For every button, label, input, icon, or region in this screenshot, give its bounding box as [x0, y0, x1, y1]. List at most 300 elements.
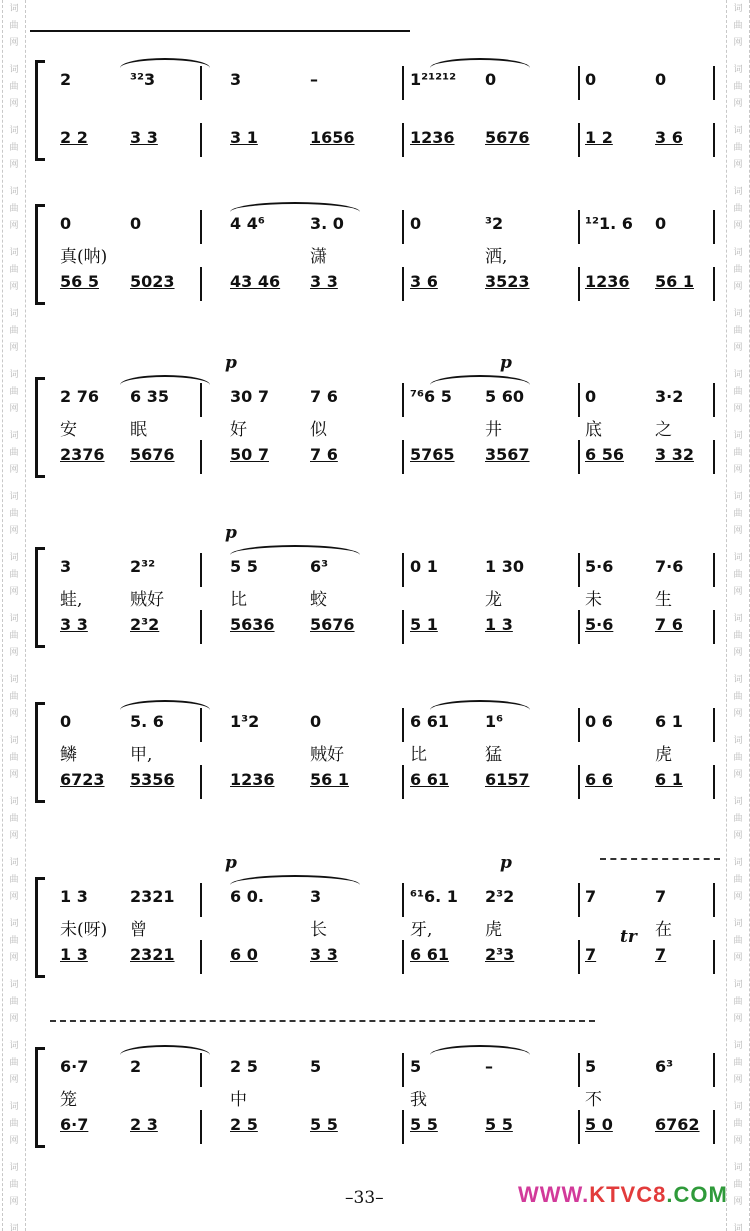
watermark-char: 词	[733, 858, 743, 868]
brace-bottom	[35, 1145, 45, 1148]
barline	[402, 66, 404, 100]
brace-top	[35, 547, 45, 550]
melody-note: 0	[655, 214, 667, 233]
watermark-char: 网	[733, 343, 743, 353]
barline	[200, 66, 202, 100]
lyric-syllable: 贼好	[130, 590, 164, 610]
watermark-char: 词	[9, 309, 19, 319]
melody-note: 1³2	[230, 712, 260, 731]
barline	[578, 440, 580, 474]
watermark-char: 曲	[9, 631, 19, 641]
barline	[402, 210, 404, 244]
melody-note: 5. 6	[130, 712, 164, 731]
watermark-char: 词	[733, 492, 743, 502]
melody-note: 6 0.	[230, 887, 264, 906]
accompaniment-note: 5676	[485, 128, 530, 147]
melody-note: 0	[60, 214, 72, 233]
accompaniment-note: 5 5	[410, 1115, 438, 1134]
barline	[200, 440, 202, 474]
lyric-syllable: 未	[585, 590, 602, 610]
watermark-char: 词	[9, 1102, 19, 1112]
watermark-char: 曲	[9, 387, 19, 397]
accompaniment-note: 5023	[130, 272, 175, 291]
watermark-char: 词	[733, 919, 743, 929]
melody-note: 0	[585, 387, 597, 406]
watermark-char: 词	[9, 370, 19, 380]
barline	[402, 765, 404, 799]
accompaniment-note: 3 1	[230, 128, 258, 147]
system-brace	[35, 547, 38, 647]
accompaniment-note: 50 7	[230, 445, 269, 464]
accompaniment-note: 1 3	[60, 945, 88, 964]
watermark-char: 词	[733, 370, 743, 380]
watermark-char: 曲	[733, 1119, 743, 1129]
melody-note: 3	[60, 557, 72, 576]
watermark-char: 词	[9, 65, 19, 75]
score-system	[30, 48, 720, 198]
barline	[200, 708, 202, 742]
accompaniment-note: 1 3	[485, 615, 513, 634]
watermark-char: 曲	[733, 997, 743, 1007]
watermark-char: 网	[733, 160, 743, 170]
barline	[578, 123, 580, 157]
right-watermark-column	[726, 0, 750, 1231]
accompaniment-note: 2 2	[60, 128, 88, 147]
watermark-char: 网	[733, 1136, 743, 1146]
watermark-char: 词	[733, 1041, 743, 1051]
accompaniment-note: 2 3	[130, 1115, 158, 1134]
melody-note: ¹²1. 6	[585, 214, 633, 233]
accompaniment-note: 5·6	[585, 615, 614, 634]
accompaniment-note: 6157	[485, 770, 530, 789]
system-brace	[35, 377, 38, 477]
lyric-syllable: 甲,	[130, 745, 153, 765]
watermark-char: 网	[9, 1075, 19, 1085]
barline	[713, 553, 715, 587]
barline	[200, 383, 202, 417]
melody-note: 2	[60, 70, 72, 89]
barline	[578, 1110, 580, 1144]
accompaniment-note: 5 5	[310, 1115, 338, 1134]
accompaniment-note: 2321	[130, 945, 175, 964]
watermark-char: 网	[9, 587, 19, 597]
melody-note: 1 3	[60, 887, 88, 906]
melody-note: 6 1	[655, 712, 683, 731]
melody-note: 7	[655, 887, 667, 906]
melody-note: 30 7	[230, 387, 269, 406]
melody-note: 5 60	[485, 387, 524, 406]
accompaniment-note: 5676	[130, 445, 175, 464]
accompaniment-note: 1 2	[585, 128, 613, 147]
lyric-syllable: 鳞	[60, 745, 77, 765]
barline	[402, 610, 404, 644]
slur-arc	[430, 375, 530, 385]
watermark-char: 曲	[9, 21, 19, 31]
barline	[200, 210, 202, 244]
watermark-char: 网	[9, 770, 19, 780]
barline	[402, 553, 404, 587]
accompaniment-note: 3 3	[310, 272, 338, 291]
barline	[402, 267, 404, 301]
watermark-char: 词	[9, 736, 19, 746]
barline	[578, 708, 580, 742]
accompaniment-note: 3 6	[410, 272, 438, 291]
watermark-char: 曲	[9, 692, 19, 702]
barline	[402, 883, 404, 917]
barline	[713, 1053, 715, 1087]
barline	[578, 267, 580, 301]
watermark-char: 词	[9, 675, 19, 685]
melody-note: –	[310, 70, 318, 89]
melody-note: 0	[585, 70, 597, 89]
accompaniment-note: 5 5	[485, 1115, 513, 1134]
watermark-char: 曲	[733, 1058, 743, 1068]
barline	[713, 883, 715, 917]
watermark-char: 网	[733, 221, 743, 231]
melody-note: ⁷⁶6 5	[410, 387, 452, 406]
slur-arc	[430, 700, 530, 710]
lyric-syllable: 未(呀)	[60, 920, 108, 940]
watermark-char: 网	[733, 38, 743, 48]
dynamic-marking: p	[225, 523, 237, 543]
watermark-char: 词	[733, 187, 743, 197]
accompaniment-note: 3 3	[60, 615, 88, 634]
lyric-syllable: 不	[585, 1090, 602, 1110]
score-system	[30, 853, 720, 1015]
dynamic-marking: p	[500, 853, 512, 873]
melody-note: 2321	[130, 887, 175, 906]
watermark-char: 词	[9, 919, 19, 929]
score-system	[30, 192, 720, 342]
barline	[200, 610, 202, 644]
barline	[402, 940, 404, 974]
melody-note: 0	[410, 214, 422, 233]
watermark-char: 网	[9, 953, 19, 963]
watermark-char: 网	[733, 282, 743, 292]
melody-note: ³2	[485, 214, 504, 233]
watermark-char: 词	[733, 553, 743, 563]
melody-note: 0 6	[585, 712, 613, 731]
watermark-char: 曲	[733, 21, 743, 31]
watermark-char: 曲	[733, 265, 743, 275]
melody-note: 0	[655, 70, 667, 89]
watermark-char: 网	[733, 1075, 743, 1085]
watermark-char: 网	[9, 38, 19, 48]
lyric-syllable: 在	[655, 920, 672, 940]
watermark-char: 词	[9, 614, 19, 624]
melody-note: 1²¹²¹²	[410, 70, 457, 89]
lyric-syllable: 牙,	[410, 920, 433, 940]
watermark-char: 词	[9, 553, 19, 563]
watermark-char: 网	[9, 160, 19, 170]
watermark-char: 网	[733, 526, 743, 536]
top-slur-line	[30, 30, 410, 32]
brace-bottom	[35, 475, 45, 478]
accompaniment-note: 56 5	[60, 272, 99, 291]
melody-note: 6 35	[130, 387, 169, 406]
barline	[713, 765, 715, 799]
watermark-char: 曲	[733, 326, 743, 336]
lyric-syllable: 潇	[310, 247, 327, 267]
barline	[713, 440, 715, 474]
watermark-char: 网	[9, 892, 19, 902]
watermark-char: 网	[733, 831, 743, 841]
watermark-char: 词	[733, 1163, 743, 1173]
brace-top	[35, 1047, 45, 1050]
melody-note: 3	[310, 887, 322, 906]
melody-note: 7·6	[655, 557, 684, 576]
watermark-char: 网	[733, 404, 743, 414]
watermark-char: 词	[733, 1224, 743, 1231]
accompaniment-note: 6 0	[230, 945, 258, 964]
melody-note: ³²3	[130, 70, 156, 89]
watermark-char: 曲	[733, 448, 743, 458]
lyric-syllable: 龙	[485, 590, 502, 610]
brace-top	[35, 877, 45, 880]
slur-arc	[230, 875, 360, 885]
barline	[713, 610, 715, 644]
accompaniment-note: 5356	[130, 770, 175, 789]
melody-note: 6³	[655, 1057, 674, 1076]
accompaniment-note: 1236	[410, 128, 455, 147]
lyric-syllable: 之	[655, 420, 672, 440]
watermark-char: 网	[9, 648, 19, 658]
accompaniment-note: 3 32	[655, 445, 694, 464]
accompaniment-note: 7 6	[310, 445, 338, 464]
lyric-syllable: 生	[655, 590, 672, 610]
melody-note: 2 5	[230, 1057, 258, 1076]
melody-note: 0 1	[410, 557, 438, 576]
dashed-extender-line	[50, 1020, 595, 1022]
melody-note: 5 5	[230, 557, 258, 576]
watermark-char: 词	[733, 4, 743, 14]
accompaniment-note: 7 6	[655, 615, 683, 634]
system-brace	[35, 877, 38, 977]
melody-note: 2³2	[485, 887, 515, 906]
watermark-char: 词	[9, 431, 19, 441]
watermark-char: 词	[9, 980, 19, 990]
lyric-syllable: 蛟	[310, 590, 327, 610]
melody-note: 0	[485, 70, 497, 89]
watermark-char: 曲	[9, 1058, 19, 1068]
accompaniment-note: 6 56	[585, 445, 624, 464]
lyric-syllable: 眠	[130, 420, 147, 440]
watermark-char: 网	[9, 709, 19, 719]
lyric-syllable: 井	[485, 420, 502, 440]
barline	[713, 383, 715, 417]
score-system	[30, 523, 720, 685]
barline	[200, 765, 202, 799]
watermark-char: 网	[733, 953, 743, 963]
accompaniment-note: 1236	[585, 272, 630, 291]
barline	[578, 66, 580, 100]
barline	[200, 267, 202, 301]
watermark-char: 曲	[733, 387, 743, 397]
slur-arc	[230, 545, 360, 555]
accompaniment-note: 2 5	[230, 1115, 258, 1134]
barline	[578, 883, 580, 917]
lyric-syllable: 笼	[60, 1090, 77, 1110]
barline	[578, 210, 580, 244]
accompaniment-note: 6 6	[585, 770, 613, 789]
watermark-char: 词	[733, 736, 743, 746]
watermark-char: 词	[733, 675, 743, 685]
watermark-char: 词	[733, 309, 743, 319]
watermark-char: 曲	[733, 82, 743, 92]
site-watermark-logo	[518, 1182, 728, 1208]
site-part-1: WWW.	[518, 1182, 590, 1207]
accompaniment-note: 7	[585, 945, 597, 964]
site-part-2: KTVC8	[589, 1182, 667, 1207]
accompaniment-note: 6 61	[410, 945, 449, 964]
watermark-char: 词	[9, 1163, 19, 1173]
accompaniment-note: 5765	[410, 445, 455, 464]
melody-note: 0	[130, 214, 142, 233]
melody-note: 0	[310, 712, 322, 731]
watermark-char: 网	[733, 648, 743, 658]
barline	[402, 383, 404, 417]
melody-note: 6³	[310, 557, 329, 576]
melody-note: 1⁶	[485, 712, 504, 731]
watermark-char: 曲	[733, 570, 743, 580]
accompaniment-note: 3567	[485, 445, 530, 464]
accompaniment-note: 2³3	[485, 945, 515, 964]
watermark-char: 曲	[733, 204, 743, 214]
watermark-char: 词	[733, 431, 743, 441]
melody-note: 7	[585, 887, 597, 906]
barline	[713, 210, 715, 244]
melody-note: 2 76	[60, 387, 99, 406]
accompaniment-note: 6762	[655, 1115, 700, 1134]
watermark-char: 网	[9, 831, 19, 841]
watermark-char: 词	[9, 126, 19, 136]
barline	[402, 708, 404, 742]
score-system	[30, 1035, 720, 1185]
system-brace	[35, 60, 38, 160]
watermark-char: 曲	[9, 509, 19, 519]
barline	[200, 940, 202, 974]
accompaniment-note: 5636	[230, 615, 275, 634]
accompaniment-note: 56 1	[655, 272, 694, 291]
barline	[200, 1110, 202, 1144]
barline	[200, 883, 202, 917]
melody-note: 5	[310, 1057, 322, 1076]
barline	[578, 765, 580, 799]
watermark-char: 曲	[9, 326, 19, 336]
watermark-char: 曲	[9, 814, 19, 824]
watermark-char: 曲	[9, 82, 19, 92]
lyric-syllable: 我	[410, 1090, 427, 1110]
watermark-char: 曲	[733, 936, 743, 946]
watermark-char: 曲	[9, 1180, 19, 1190]
accompaniment-note: 5 0	[585, 1115, 613, 1134]
watermark-char: 曲	[9, 997, 19, 1007]
dashed-extender-line	[600, 858, 720, 860]
slur-arc	[120, 700, 210, 710]
accompaniment-note: 6723	[60, 770, 105, 789]
lyric-syllable: 猛	[485, 745, 502, 765]
melody-note: 7 6	[310, 387, 338, 406]
left-watermark-column	[2, 0, 26, 1231]
slur-arc	[430, 58, 530, 68]
accompaniment-note: 43 46	[230, 272, 281, 291]
accompaniment-note: 3 3	[130, 128, 158, 147]
slur-arc	[230, 202, 360, 212]
accompaniment-note: 6 61	[410, 770, 449, 789]
watermark-char: 曲	[9, 875, 19, 885]
barline	[713, 708, 715, 742]
lyric-syllable: 虎	[655, 745, 672, 765]
brace-bottom	[35, 975, 45, 978]
melody-note: 5	[585, 1057, 597, 1076]
watermark-char: 网	[9, 1014, 19, 1024]
watermark-char: 词	[733, 126, 743, 136]
watermark-char: 曲	[9, 936, 19, 946]
system-brace	[35, 702, 38, 802]
accompaniment-note: 2³2	[130, 615, 160, 634]
melody-note: 5	[410, 1057, 422, 1076]
barline	[713, 123, 715, 157]
slur-arc	[120, 58, 210, 68]
watermark-char: 词	[9, 1041, 19, 1051]
barline	[578, 610, 580, 644]
watermark-char: 词	[9, 858, 19, 868]
watermark-char: 词	[9, 187, 19, 197]
accompaniment-note: 6·7	[60, 1115, 89, 1134]
watermark-char: 网	[733, 99, 743, 109]
watermark-char: 曲	[9, 143, 19, 153]
melody-note: 6·7	[60, 1057, 89, 1076]
brace-top	[35, 702, 45, 705]
watermark-char: 曲	[733, 875, 743, 885]
accompaniment-note: 5676	[310, 615, 355, 634]
barline	[200, 553, 202, 587]
barline	[578, 553, 580, 587]
accompaniment-note: 7	[655, 945, 667, 964]
score-system	[30, 353, 720, 515]
watermark-char: 网	[9, 99, 19, 109]
watermark-char: 曲	[733, 143, 743, 153]
lyric-syllable: 曾	[130, 920, 147, 940]
watermark-char: 网	[733, 1014, 743, 1024]
melody-note: 5·6	[585, 557, 614, 576]
accompaniment-note: 2376	[60, 445, 105, 464]
watermark-char: 网	[9, 465, 19, 475]
watermark-char: 词	[733, 248, 743, 258]
watermark-char: 词	[733, 980, 743, 990]
melody-note: ⁶¹6. 1	[410, 887, 458, 906]
watermark-char: 网	[9, 221, 19, 231]
dynamic-marking: p	[225, 353, 237, 373]
system-brace	[35, 204, 38, 304]
slur-arc	[430, 1045, 530, 1055]
watermark-char: 网	[733, 465, 743, 475]
barline	[578, 383, 580, 417]
accompaniment-note: 5 1	[410, 615, 438, 634]
barline	[578, 940, 580, 974]
watermark-char: 网	[733, 1197, 743, 1207]
watermark-char: 网	[9, 526, 19, 536]
barline	[200, 1053, 202, 1087]
dynamic-marking: p	[500, 353, 512, 373]
lyric-syllable: 似	[310, 420, 327, 440]
watermark-char: 网	[9, 343, 19, 353]
accompaniment-note: 1656	[310, 128, 355, 147]
watermark-char: 词	[733, 797, 743, 807]
melody-note: 0	[60, 712, 72, 731]
lyric-syllable: 中	[230, 1090, 247, 1110]
watermark-char: 词	[9, 4, 19, 14]
